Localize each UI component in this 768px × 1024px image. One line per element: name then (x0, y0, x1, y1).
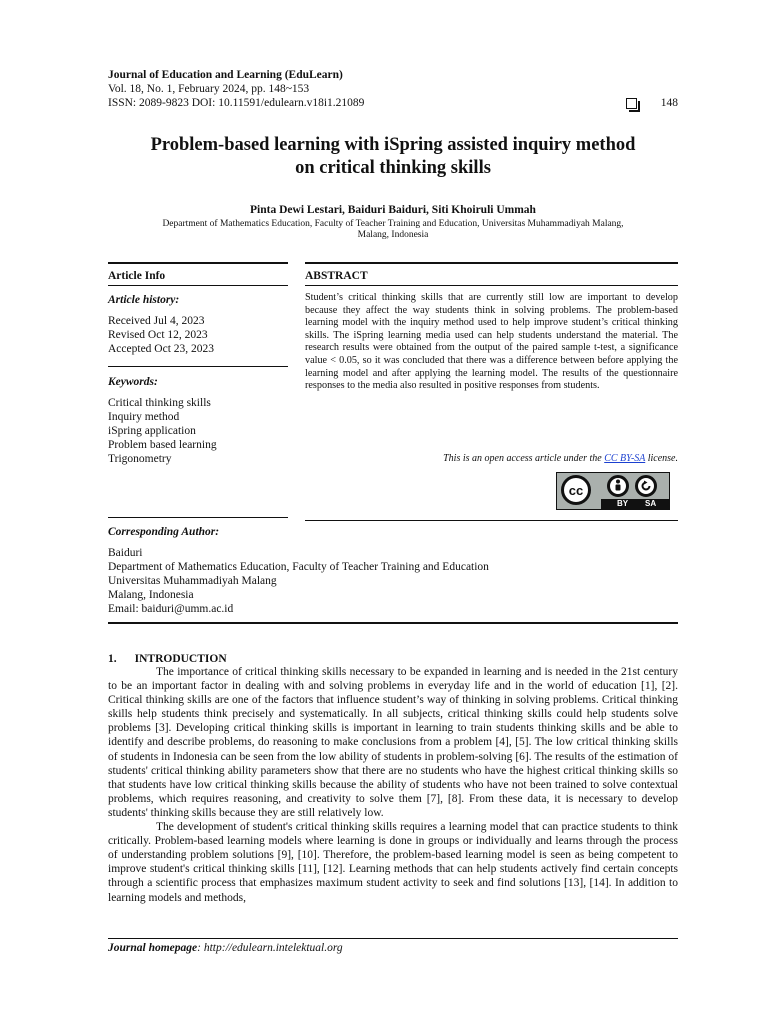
abstract-text: Student’s critical thinking skills that are currently still low are important to develop because they affect the way students think in solving problems. The problem-based learning model with the inquiry method used to help improve student’s critical thinking skills. The iSpring learning media used can help students understand the material. The research results were obtained from the output of the paired sample t-test, a significance value < 0.05, so it was concluded that there was a difference between before applying the learning model and after applying the learning model. The results of the questionnaire responses to the media also resulted in positive responses from students. (305, 292, 678, 392)
authors: Pinta Dewi Lestari, Baiduri Baiduri, Siti Khoiruli Ummah (250, 204, 536, 216)
journal-volume: Vol. 18, No. 1, February 2024, pp. 148~153 (108, 83, 310, 95)
journal-homepage (108, 942, 343, 954)
corresponding-univ: Universitas Muhammadiyah Malang (108, 575, 277, 587)
keyword: Problem based learning (108, 439, 217, 451)
affiliation: Department of Mathematics Education, Faculty of Teacher Training and Education, Universitas Muhammadiyah Malang, Malang, Indonesia (162, 219, 624, 240)
corresponding-city: Malang, Indonesia (108, 589, 194, 601)
article-info (108, 270, 288, 466)
info-abstract-block (108, 262, 678, 522)
by-person-icon (607, 475, 629, 497)
keywords-list (108, 396, 288, 466)
cc-by-sa-badge[interactable] (556, 472, 670, 510)
journal-homepage-url[interactable]: : http://edulearn.intelektual.org (197, 942, 343, 954)
page-box-icon (626, 98, 637, 109)
corresponding-name: Baiduri (108, 547, 143, 559)
keyword: Trigonometry (108, 453, 172, 465)
introduction-heading: 1. INTRODUCTION (108, 653, 227, 665)
keywords-label: Keywords: (108, 376, 158, 388)
corresponding-dept: Department of Mathematics Education, Faculty of Teacher Training and Education (108, 561, 489, 573)
page-content (108, 68, 678, 241)
badge-sa-label: SA (645, 499, 657, 508)
history-accepted: Accepted Oct 23, 2023 (108, 343, 215, 355)
corresponding-author (108, 526, 678, 624)
cc-by-sa-link[interactable]: CC BY-SA (604, 453, 646, 464)
abstract-heading: ABSTRACT (305, 270, 368, 282)
article-history (108, 314, 288, 356)
badge-by-label: BY (617, 499, 629, 508)
keyword: iSpring application (108, 425, 196, 437)
sa-share-icon (635, 475, 657, 497)
cc-icon: cc (561, 475, 591, 505)
footer-rule (108, 938, 678, 939)
paper-title: Problem-based learning with iSpring assisted inquiry method on critical thinking skills (150, 135, 636, 178)
journal-issn: ISSN: 2089-9823 DOI: 10.11591/edulearn.v18i1.21089 (108, 97, 365, 109)
intro-paragraph-1: The importance of critical thinking skills necessary to be expanded in learning and is needed in the 21st century to be an important factor in dealing with and solving problems in everyday life and in the world of education [1], [2]. Critical thinking skills are one of the factors that influence student’s way of thinking in solving problems. Critical thinking skills help students think precisely and systematically. In all subjects, critical thinking skills could help students solve problems [3]. Developing critical thinking skills is important in learning to train students thinking skills and be able to identify and describe problems, do reasoning to make conclusions from a problem [4], [5]. The low critical thinking skills of students in Indonesia can be seen from the low ability of students in problem-solving [6]. The results of the estimation of students' critical thinking ability parameters show that there are no students who have the highest critical thinking skills so that students have low critical thinking skills because the ability of students who have not been trained to solve contextual problems, which requires reasoning, and creativity to solve them [7], [8]. From these data, it is necessary to develop students' thinking skills because they are still relatively low. (108, 666, 678, 819)
keyword: Critical thinking skills (108, 397, 211, 409)
corresponding-label: Corresponding Author: (108, 526, 220, 538)
license-line: This is an open access article under the CC BY-SA license. (443, 453, 678, 464)
article-info-heading: Article Info (108, 270, 166, 282)
introduction-section (108, 653, 678, 905)
history-received: Received Jul 4, 2023 (108, 315, 205, 327)
article-info-rule (108, 262, 288, 264)
abstract-rule (305, 262, 678, 264)
intro-paragraph-2: The development of student's critical thinking skills requires a learning model that can practice students to think critically. Problem-based learning models where learning is done in groups or individually and learns through the process of understanding problem solutions [9], [10]. Therefore, the problem-based learning model is seen as being competent to improve student's critical thinking skills [11], [12]. Learning methods that can help students actively find certain concepts through a scientific process that emphasizes maximum student activity to seek and find solutions [13], [14]. In addition to learning models and methods, (108, 821, 678, 904)
journal-homepage-label: Journal homepage (108, 942, 198, 954)
article-history-label: Article history: (108, 294, 180, 306)
abstract (305, 270, 678, 393)
history-revised: Revised Oct 12, 2023 (108, 329, 208, 341)
page-number: 148 (660, 97, 678, 109)
journal-issn-row (108, 96, 678, 110)
keyword: Inquiry method (108, 411, 180, 423)
corresponding-email: Email: baiduri@umm.ac.id (108, 603, 234, 615)
journal-name: Journal of Education and Learning (EduLearn) (108, 69, 343, 81)
